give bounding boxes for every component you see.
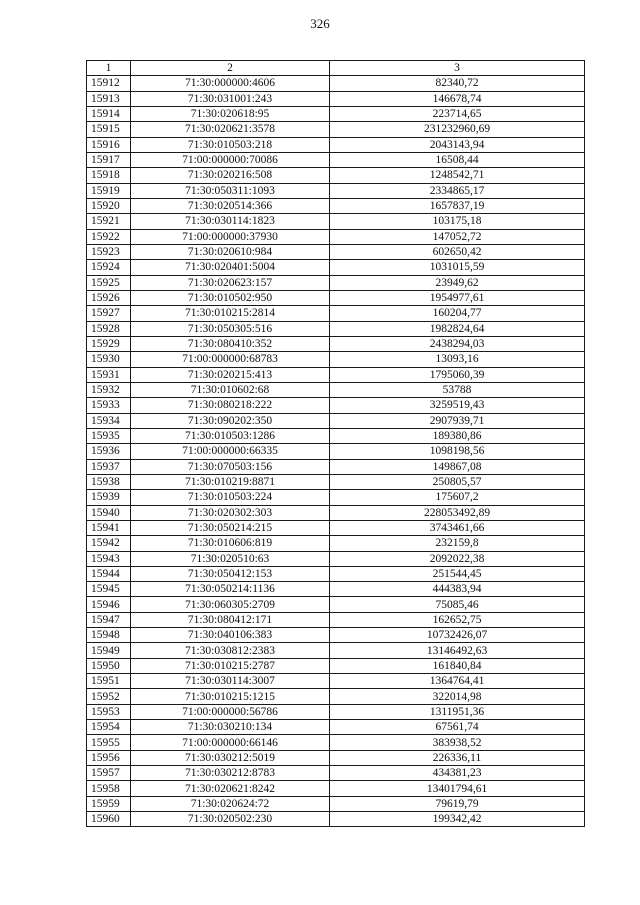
value-cell: 226336,11 [330, 750, 585, 765]
cadastral-number-cell: 71:30:010503:224 [131, 490, 330, 505]
row-number-cell: 15927 [87, 306, 131, 321]
value-cell: 1098198,56 [330, 444, 585, 459]
table-row [87, 735, 585, 750]
value-cell: 175607,2 [330, 490, 585, 505]
row-number-cell: 15934 [87, 413, 131, 428]
value-cell: 53788 [330, 382, 585, 397]
value-cell: 146678,74 [330, 91, 585, 106]
table-row [87, 214, 585, 229]
cadastral-number-cell: 71:30:040106:383 [131, 628, 330, 643]
cadastral-number-cell: 71:30:010215:2787 [131, 658, 330, 673]
row-number-cell: 15930 [87, 352, 131, 367]
value-cell: 383938,52 [330, 735, 585, 750]
cadastral-number-cell: 71:30:010606:819 [131, 536, 330, 551]
row-number-cell: 15931 [87, 367, 131, 382]
table-row [87, 444, 585, 459]
row-number-cell: 15925 [87, 275, 131, 290]
value-cell: 1954977,61 [330, 290, 585, 305]
value-cell: 2907939,71 [330, 413, 585, 428]
table-row [87, 750, 585, 765]
row-number-cell: 15956 [87, 750, 131, 765]
row-number-cell: 15926 [87, 290, 131, 305]
value-cell: 23949,62 [330, 275, 585, 290]
table-row [87, 367, 585, 382]
value-cell: 444383,94 [330, 582, 585, 597]
value-cell: 3743461,66 [330, 520, 585, 535]
value-cell: 602650,42 [330, 244, 585, 259]
row-number-cell: 15939 [87, 490, 131, 505]
cadastral-number-cell: 71:30:070503:156 [131, 459, 330, 474]
row-number-cell: 15950 [87, 658, 131, 673]
table-row [87, 290, 585, 305]
cadastral-number-cell: 71:30:030210:134 [131, 720, 330, 735]
table-row [87, 244, 585, 259]
table-row [87, 812, 585, 827]
value-cell: 1248542,71 [330, 168, 585, 183]
cadastral-number-cell: 71:30:080218:222 [131, 398, 330, 413]
value-cell: 79619,79 [330, 796, 585, 811]
table-row [87, 76, 585, 91]
cadastral-number-cell: 71:30:020623:157 [131, 275, 330, 290]
value-cell: 231232960,69 [330, 122, 585, 137]
table-row [87, 321, 585, 336]
table-row [87, 198, 585, 213]
table-row [87, 474, 585, 489]
cadastral-number-cell: 71:30:020401:5004 [131, 260, 330, 275]
value-cell: 103175,18 [330, 214, 585, 229]
row-number-cell: 15958 [87, 781, 131, 796]
value-cell: 10732426,07 [330, 628, 585, 643]
row-number-cell: 15938 [87, 474, 131, 489]
table-row [87, 674, 585, 689]
table-row [87, 91, 585, 106]
value-cell: 189380,86 [330, 428, 585, 443]
cadastral-number-cell: 71:30:020618:95 [131, 106, 330, 121]
row-number-cell: 15953 [87, 704, 131, 719]
value-cell: 250805,57 [330, 474, 585, 489]
cadastral-number-cell: 71:30:020216:508 [131, 168, 330, 183]
table-row [87, 796, 585, 811]
table-row [87, 428, 585, 443]
cadastral-number-cell: 71:30:020302:303 [131, 505, 330, 520]
table-row [87, 781, 585, 796]
row-number-cell: 15941 [87, 520, 131, 535]
cadastral-number-cell: 71:00:000000:56786 [131, 704, 330, 719]
cadastral-number-cell: 71:30:020624:72 [131, 796, 330, 811]
row-number-cell: 15954 [87, 720, 131, 735]
row-number-cell: 15943 [87, 551, 131, 566]
row-number-cell: 15920 [87, 198, 131, 213]
value-cell: 228053492,89 [330, 505, 585, 520]
table-row [87, 106, 585, 121]
row-number-cell: 15959 [87, 796, 131, 811]
cadastral-number-cell: 71:30:010602:68 [131, 382, 330, 397]
cadastral-value-table [86, 60, 585, 827]
row-number-cell: 15945 [87, 582, 131, 597]
row-number-cell: 15918 [87, 168, 131, 183]
table-row [87, 612, 585, 627]
row-number-cell: 15922 [87, 229, 131, 244]
row-number-cell: 15914 [87, 106, 131, 121]
table-row [87, 520, 585, 535]
cadastral-number-cell: 71:30:050214:1136 [131, 582, 330, 597]
table-row [87, 720, 585, 735]
table-row [87, 229, 585, 244]
table-row [87, 566, 585, 581]
cadastral-number-cell: 71:00:000000:70086 [131, 152, 330, 167]
table-row [87, 275, 585, 290]
row-number-cell: 15960 [87, 812, 131, 827]
value-cell: 1982824,64 [330, 321, 585, 336]
cadastral-number-cell: 71:00:000000:68783 [131, 352, 330, 367]
value-cell: 2334865,17 [330, 183, 585, 198]
value-cell: 162652,75 [330, 612, 585, 627]
row-number-cell: 15917 [87, 152, 131, 167]
table-row [87, 490, 585, 505]
value-cell: 13146492,63 [330, 643, 585, 658]
value-cell: 149867,08 [330, 459, 585, 474]
table-row [87, 336, 585, 351]
row-number-cell: 15952 [87, 689, 131, 704]
cadastral-number-cell: 71:30:050214:215 [131, 520, 330, 535]
table-row [87, 505, 585, 520]
value-cell: 16508,44 [330, 152, 585, 167]
row-number-cell: 15936 [87, 444, 131, 459]
cadastral-number-cell: 71:30:030114:1823 [131, 214, 330, 229]
value-cell: 223714,65 [330, 106, 585, 121]
cadastral-number-cell: 71:30:030114:3007 [131, 674, 330, 689]
cadastral-number-cell: 71:30:080410:352 [131, 336, 330, 351]
value-cell: 199342,42 [330, 812, 585, 827]
row-number-cell: 15942 [87, 536, 131, 551]
row-number-cell: 15932 [87, 382, 131, 397]
row-number-cell: 15921 [87, 214, 131, 229]
row-number-cell: 15924 [87, 260, 131, 275]
row-number-cell: 15912 [87, 76, 131, 91]
value-cell: 1364764,41 [330, 674, 585, 689]
cadastral-number-cell: 71:30:020502:230 [131, 812, 330, 827]
table-row [87, 658, 585, 673]
column-header-3: 3 [330, 61, 585, 76]
table-row [87, 137, 585, 152]
row-number-cell: 15937 [87, 459, 131, 474]
column-header-1: 1 [87, 61, 131, 76]
value-cell: 160204,77 [330, 306, 585, 321]
table-row [87, 628, 585, 643]
table-row [87, 152, 585, 167]
page-number: 326 [310, 16, 330, 31]
value-cell: 3259519,43 [330, 398, 585, 413]
row-number-cell: 15947 [87, 612, 131, 627]
row-number-cell: 15957 [87, 766, 131, 781]
value-cell: 434381,23 [330, 766, 585, 781]
row-number-cell: 15916 [87, 137, 131, 152]
value-cell: 13093,16 [330, 352, 585, 367]
table-row [87, 183, 585, 198]
row-number-cell: 15948 [87, 628, 131, 643]
table-row [87, 382, 585, 397]
row-number-cell: 15929 [87, 336, 131, 351]
row-number-cell: 15913 [87, 91, 131, 106]
cadastral-number-cell: 71:30:020215:413 [131, 367, 330, 382]
cadastral-number-cell: 71:30:020514:366 [131, 198, 330, 213]
row-number-cell: 15946 [87, 597, 131, 612]
cadastral-number-cell: 71:30:020610:984 [131, 244, 330, 259]
row-number-cell: 15928 [87, 321, 131, 336]
cadastral-number-cell: 71:30:010503:1286 [131, 428, 330, 443]
table-row [87, 536, 585, 551]
value-cell: 67561,74 [330, 720, 585, 735]
value-cell: 232159,8 [330, 536, 585, 551]
cadastral-number-cell: 71:30:030212:5019 [131, 750, 330, 765]
cadastral-number-cell: 71:30:010215:1215 [131, 689, 330, 704]
cadastral-number-cell: 71:30:090202:350 [131, 413, 330, 428]
table-row [87, 413, 585, 428]
value-cell: 2438294,03 [330, 336, 585, 351]
value-cell: 1311951,36 [330, 704, 585, 719]
table-row [87, 597, 585, 612]
cadastral-number-cell: 71:30:030812:2383 [131, 643, 330, 658]
table-row [87, 352, 585, 367]
row-number-cell: 15955 [87, 735, 131, 750]
value-cell: 2043143,94 [330, 137, 585, 152]
cadastral-number-cell: 71:30:080412:171 [131, 612, 330, 627]
row-number-cell: 15951 [87, 674, 131, 689]
value-cell: 251544,45 [330, 566, 585, 581]
value-cell: 1031015,59 [330, 260, 585, 275]
cadastral-number-cell: 71:30:060305:2709 [131, 597, 330, 612]
row-number-cell: 15949 [87, 643, 131, 658]
row-number-cell: 15915 [87, 122, 131, 137]
cadastral-number-cell: 71:30:031001:243 [131, 91, 330, 106]
table-row [87, 551, 585, 566]
value-cell: 1657837,19 [330, 198, 585, 213]
cadastral-number-cell: 71:30:020510:63 [131, 551, 330, 566]
value-cell: 1795060,39 [330, 367, 585, 382]
row-number-cell: 15933 [87, 398, 131, 413]
table-row [87, 260, 585, 275]
cadastral-number-cell: 71:30:050311:1093 [131, 183, 330, 198]
cadastral-number-cell: 71:00:000000:66146 [131, 735, 330, 750]
cadastral-number-cell: 71:00:000000:66335 [131, 444, 330, 459]
value-cell: 13401794,61 [330, 781, 585, 796]
cadastral-number-cell: 71:30:020621:3578 [131, 122, 330, 137]
table-row [87, 689, 585, 704]
row-number-cell: 15940 [87, 505, 131, 520]
table-row [87, 398, 585, 413]
cadastral-number-cell: 71:30:050412:153 [131, 566, 330, 581]
cadastral-number-cell: 71:30:030212:8783 [131, 766, 330, 781]
row-number-cell: 15923 [87, 244, 131, 259]
table-row [87, 459, 585, 474]
table-row [87, 306, 585, 321]
row-number-cell: 15944 [87, 566, 131, 581]
table-row [87, 704, 585, 719]
row-number-cell: 15919 [87, 183, 131, 198]
table-row [87, 122, 585, 137]
cadastral-number-cell: 71:00:000000:37930 [131, 229, 330, 244]
table-header-row [87, 61, 585, 76]
cadastral-number-cell: 71:30:020621:8242 [131, 781, 330, 796]
value-cell: 75085,46 [330, 597, 585, 612]
table-row [87, 168, 585, 183]
value-cell: 2092022,38 [330, 551, 585, 566]
cadastral-number-cell: 71:30:010503:218 [131, 137, 330, 152]
value-cell: 322014,98 [330, 689, 585, 704]
value-cell: 147052,72 [330, 229, 585, 244]
cadastral-number-cell: 71:30:010219:8871 [131, 474, 330, 489]
row-number-cell: 15935 [87, 428, 131, 443]
value-cell: 82340,72 [330, 76, 585, 91]
table-body [87, 76, 585, 827]
table-row [87, 643, 585, 658]
cadastral-number-cell: 71:30:010215:2814 [131, 306, 330, 321]
cadastral-number-cell: 71:30:010502:950 [131, 290, 330, 305]
value-cell: 161840,84 [330, 658, 585, 673]
table-row [87, 582, 585, 597]
cadastral-number-cell: 71:30:050305:516 [131, 321, 330, 336]
cadastral-number-cell: 71:30:000000:4606 [131, 76, 330, 91]
column-header-2: 2 [131, 61, 330, 76]
table-row [87, 766, 585, 781]
